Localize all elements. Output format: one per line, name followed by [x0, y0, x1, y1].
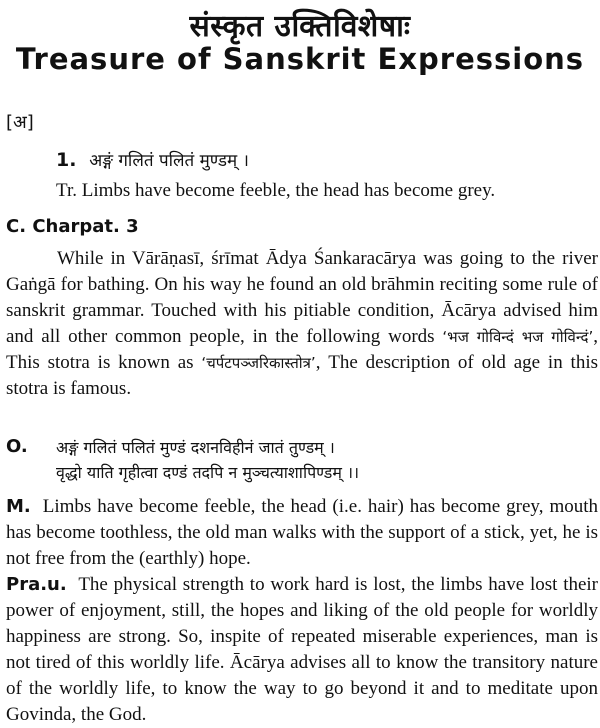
translation-line: Tr. Limbs have become feeble, the head has become grey. [56, 180, 496, 201]
context-quote-2: ‘चर्पटपञ्जरिकास्तोत्र’ [201, 354, 316, 372]
page-title-devanagari: संस्कृत उक्तिविशेषाः [189, 9, 411, 44]
context-part-2: , This stotra is known as [6, 326, 598, 373]
original-label: O. [6, 436, 28, 457]
original-line-2: वृद्धो याति गृहीत्वा दण्डं तदपि न मुञ्चत्याशापिण्डम् ।। [56, 463, 360, 482]
meaning-paragraph [6, 494, 598, 572]
original-line-1: अङ्गं गलितं पलितं मुण्डं दशनविहीनं जातं तुण्डम् । [56, 438, 335, 457]
meaning-text: Limbs have become feeble, the head (i.e. hair) has become grey, mouth has become toothless, the old man walks with the support of a stick, yet, he is not free from the (earthly) hope. [6, 496, 598, 569]
prau-label: Pra.u. [6, 574, 67, 595]
verse-text: अङ्गं गलितं पलितं मुण्डम् । [89, 151, 249, 171]
meaning-label: M. [6, 496, 31, 517]
verse-line [56, 148, 249, 172]
section-marker: [अ] [6, 112, 34, 133]
source-heading: C. Charpat. 3 [6, 216, 139, 237]
page-title-english: Treasure of Sanskrit Expressions [15, 42, 585, 76]
prau-text: The physical strength to work hard is lost, the limbs have lost their power of enjoyment, still, the hopes and liking of the old people for worldly happiness are strong. So, inspite of repeated miserable experiences, man is not tired of this worldly life. Ācārya advises all to know the transitory nature of the worldly life, to know the way to go beyond it and to meditate upon Govinda, the God. [6, 574, 599, 725]
context-paragraph [6, 246, 598, 402]
context-part-3: , The description of old age in this stotra is famous. [6, 352, 598, 399]
context-quote-1: ‘भज गोविन्दं भज गोविन्दं’ [442, 328, 594, 346]
context-part-1: While in Vārāṇasī, śrīmat Ādya Śankaracārya was going to the river Gaṅgā for bathing. On his way he found an old brāhmin reciting some rule of sanskrit grammar. Touched with his pitiable condition, Ācārya advised him and all other common people, in the following words [6, 248, 598, 347]
verse-number: 1. [56, 149, 77, 171]
